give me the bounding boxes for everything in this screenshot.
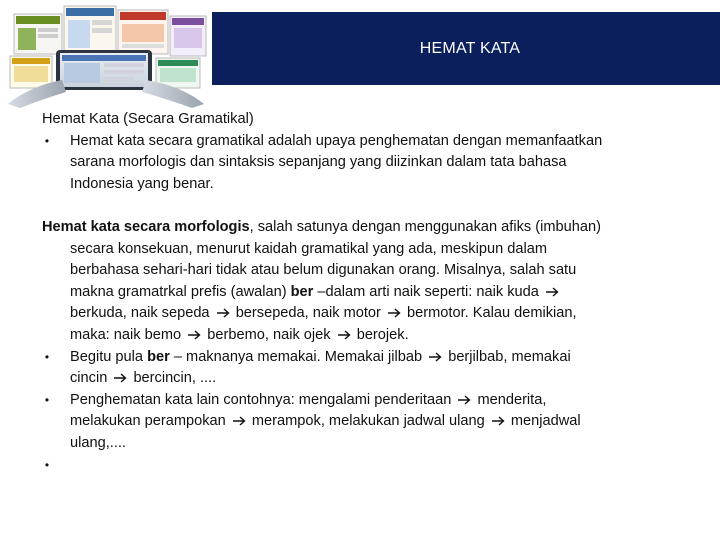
- section1-text-2: sarana morfologis dan sintaksis sepanjang yang diizinkan dalam tata bahasa: [70, 154, 567, 171]
- slide-content: [42, 109, 682, 472]
- section2-line-6: [42, 325, 682, 347]
- bullet-1-text-b: ber: [147, 348, 170, 365]
- bullet-2-text-c: melakukan perampokan: [70, 413, 226, 430]
- section2-line-5: [42, 303, 682, 325]
- section2-text-6c: berojek.: [356, 326, 409, 343]
- section1-line-2: [42, 152, 682, 174]
- bullet-1-text-e: cincin: [70, 370, 108, 387]
- section1-text-3: Indonesia yang benar.: [70, 175, 214, 192]
- section2-lead-rest: , salah satunya dengan menggunakan afiks (imbuhan): [249, 218, 601, 235]
- arrow-right-icon: [113, 373, 127, 383]
- arrow-right-icon: [187, 330, 201, 340]
- spacer: [42, 195, 682, 217]
- section1-text-1: Hemat kata secara gramatikal adalah upaya penghematan dengan memanfaatkan: [70, 132, 603, 149]
- arrow-right-icon: [428, 352, 442, 362]
- bullet-2-line-2: [42, 411, 682, 433]
- section1-heading: [42, 109, 682, 131]
- bullet-2-text-a: Penghematan kata lain contohnya: mengalami penderitaan: [70, 391, 452, 408]
- bullet-1-text-f: bercincin, ....: [133, 370, 217, 387]
- bullet-marker: •: [44, 392, 50, 407]
- bullet-2-text-d: merampok, melakukan jadwal ulang: [251, 413, 485, 430]
- bullet-1-line-1: [42, 347, 682, 369]
- bullet-2-text-b: menderita,: [477, 391, 547, 408]
- bullet-1-text-a: Begitu pula: [70, 348, 148, 365]
- section2-lead-bold: Hemat kata secara morfologis: [42, 218, 250, 235]
- section2-line-3: [42, 260, 682, 282]
- arrow-right-icon: [337, 330, 351, 340]
- arrow-right-icon: [387, 308, 401, 318]
- header-illustration: [0, 0, 212, 108]
- bullet-marker: •: [44, 133, 50, 148]
- arrow-right-icon: [216, 308, 230, 318]
- section1-heading-text: Hemat Kata (Secara Gramatikal): [42, 111, 254, 127]
- bullet-1-line-2: [42, 368, 682, 390]
- title-bar: [212, 12, 720, 85]
- arrow-right-icon: [491, 416, 505, 426]
- bullet-marker: •: [44, 349, 50, 364]
- bullet-2-line-3: [42, 433, 682, 455]
- slide-title: HEMAT KATA: [419, 39, 521, 57]
- bullet-2-text-f: ulang,....: [70, 434, 126, 451]
- arrow-right-icon: [232, 416, 246, 426]
- arrow-right-icon: [457, 395, 471, 405]
- bullet-1-text-c: – maknanya memakai. Memakai jilbab: [169, 348, 423, 365]
- section2-text-6a: maka: naik bemo: [70, 326, 182, 343]
- tablet-websites-illustration: [0, 0, 212, 108]
- section2-text-4a: makna gramatrkal prefis (awalan): [70, 283, 291, 300]
- section2-line-2: [42, 239, 682, 261]
- section2-text-6b: berbemo, naik ojek: [207, 326, 331, 343]
- section2-text-2: secara konsekuan, menurut kaidah gramatikal yang ada, meskipun dalam: [70, 240, 547, 257]
- section1-bullet-line-1: [42, 131, 682, 153]
- bullet-2-line-1: [42, 390, 682, 412]
- section2-text-5a: berkuda, naik sepeda: [70, 305, 210, 322]
- section1-line-3: [42, 174, 682, 196]
- bullet-2-text-e: menjadwal: [510, 413, 581, 430]
- section2-line-1: [42, 217, 682, 239]
- bullet-1-text-d: berjilbab, memakai: [448, 348, 571, 365]
- section2-line-4: [42, 282, 682, 304]
- section2-text-4b: ber: [290, 283, 314, 300]
- section2-text-4c: –dalam arti naik seperti: naik kuda: [313, 283, 539, 300]
- section2-text-5b: bersepeda, naik motor: [235, 305, 381, 322]
- section2-text-3: berbahasa sehari-hari tidak atau belum digunakan orang. Misalnya, salah satu: [70, 262, 577, 279]
- bullet-marker: •: [44, 457, 50, 472]
- arrow-right-icon: [545, 287, 559, 297]
- section2-text-5c: bermotor. Kalau demikian,: [407, 305, 577, 322]
